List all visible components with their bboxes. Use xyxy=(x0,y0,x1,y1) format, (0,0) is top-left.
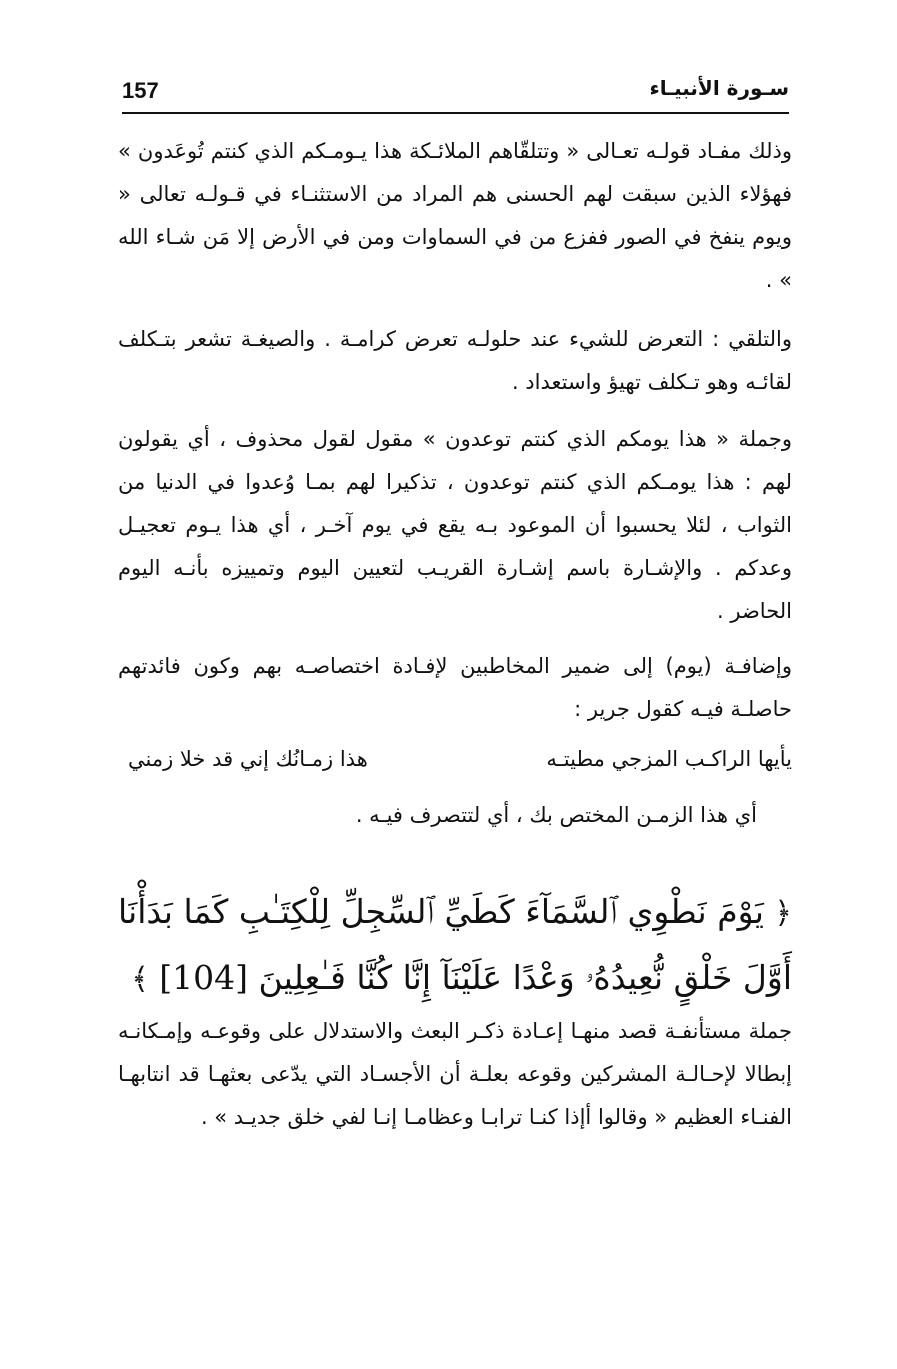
surah-title: سـورة الأنبيـاء xyxy=(649,76,789,100)
paragraph-5: جملة مستأنفـة قصد منهـا إعـادة ذكـر البعث والاستدلال على وقوعـه وإمـكانـه إبطالا لإحـالـة المشركين وقوعه بعلـة أن الأجسـاد التي يدّعى بعثهـا قد انتابهـا الفنـاء العظيم « وقالوا أإذا كنـا ترابـا وعظامـا إنـا لفي خلق جديـد » . xyxy=(118,1019,792,1129)
poetry-hemistich-first: يأيها الراكـب المزجي مطيتـه xyxy=(546,747,792,771)
paragraph-4: وإضافـة (يوم) إلى ضمير المخاطبين لإفـادة اختصاصـه بهم وكون فائدتهم حاصلـة فيـه كقول جرير : xyxy=(118,654,792,721)
paragraph-1: وذلك مفـاد قولـه تعـالى « وتتلقّاهم الملائـكة هذا يـومـكم الذي كنتم تُوعَدون » فهؤلاء الذين سبقت لهم الحسنى هم المراد من الاستثنـاء في قـولـه تعالى « ويوم ينفخ في الصور ففزع من في السماوات ومن في الأرض إلا مَن شـاء الله » . xyxy=(118,139,792,292)
poetry-hemistich-second: هذا زمـانُك إني قد خلا زمني xyxy=(128,747,368,771)
paragraph-3: وجملة « هذا يومكم الذي كنتم توعدون » مقول لقول محذوف ، أي يقولون لهم : هذا يومـكم الذي كنتم توعدون ، تذكيرا لهم بمـا وُعدوا في الدنيا من الثواب ، لئلا يحسبوا أن الموعود بـه يقع في يوم آخـر ، أي هذا يـوم تعجيـل وعدكم . والإشـارة باسم إشـارة القريـب لتعيين اليوم وتمييزه بأنـه اليوم الحاضر . xyxy=(118,427,792,623)
quran-open-bracket: ﴿ xyxy=(774,896,792,931)
page-number: 157 xyxy=(122,78,159,103)
paragraph-2: والتلقي : التعرض للشيء عند حلولـه تعرض كرامـة . والصيغـة تشعر بتـكلف لقائـه وهو تـكلف تهيؤ واستعداد . xyxy=(118,327,792,394)
quran-verse-text: يَوْمَ نَطْوِي ٱلسَّمَآءَ كَطَيِّ ٱلسِّجِلِّ لِلْكِتَـٰبِ كَمَا بَدَأْنَا أَوَّلَ خَلْقٍ نُّعِيدُهُۥ وَعْدًا عَلَيْنَآ إِنَّا كُنَّا فَـٰعِلِينَ [104] xyxy=(118,892,792,997)
quran-close-bracket: ﴾ xyxy=(131,962,149,997)
poetry-verse xyxy=(118,737,792,781)
poetry-explanation: أي هذا الزمـن المختص بك ، أي لتتصرف فيـه . xyxy=(355,803,757,827)
page-header xyxy=(122,72,789,114)
quran-verse xyxy=(118,880,792,1012)
